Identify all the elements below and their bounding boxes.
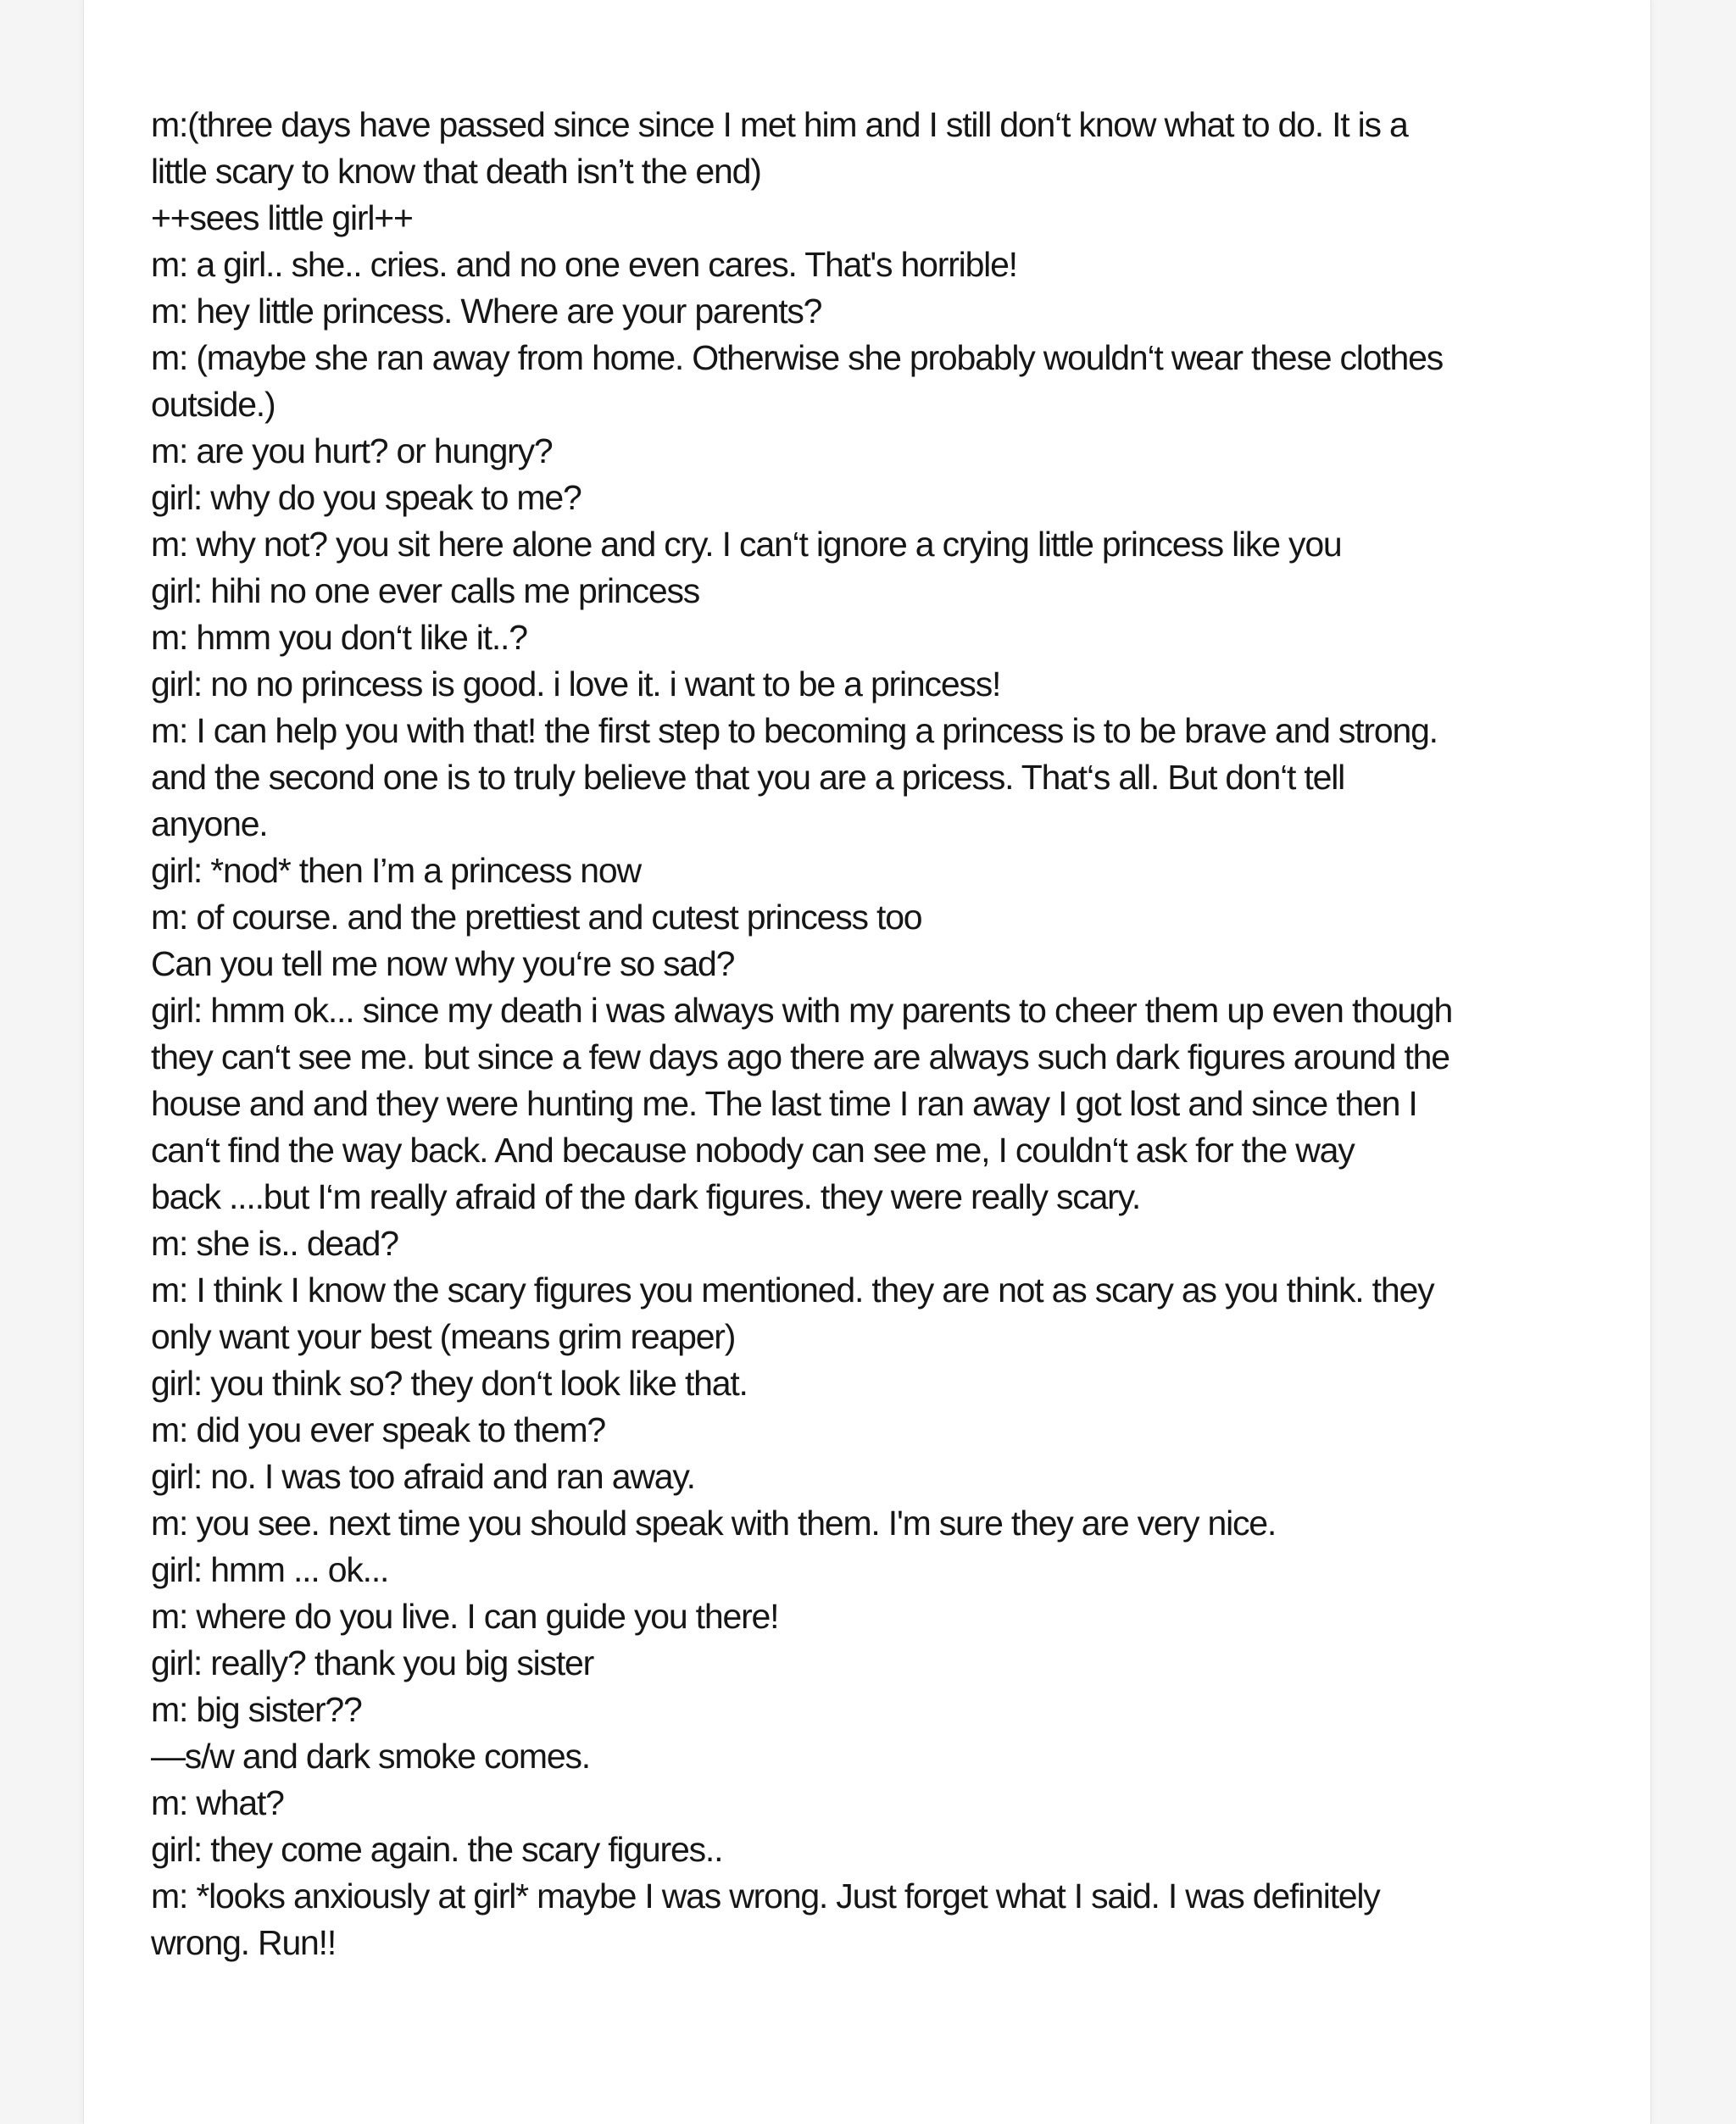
text-line: girl: *nod* then I’m a princess now (151, 851, 641, 890)
text-line: only want your best (means grim reaper) (151, 1317, 736, 1356)
left-margin (0, 0, 83, 2124)
text-line: m: a girl.. she.. cries. and no one even cares. That's horrible! (151, 245, 1017, 284)
text-line: girl: really? thank you big sister (151, 1643, 594, 1682)
text-line: back ....but I‘m really afraid of the dark figures. they were really scary. (151, 1177, 1141, 1216)
text-line: girl: hihi no one ever calls me princess (151, 571, 700, 610)
text-line: house and and they were hunting me. The last time I ran away I got lost and since then I (151, 1084, 1417, 1123)
text-line: girl: no. I was too afraid and ran away. (151, 1457, 695, 1496)
text-line: —s/w and dark smoke comes. (151, 1737, 590, 1776)
text-line: m: she is.. dead? (151, 1224, 398, 1263)
text-line: Can you tell me now why you‘re so sad? (151, 944, 735, 983)
text-line: m: where do you live. I can guide you there! (151, 1597, 779, 1636)
right-margin (1651, 0, 1736, 2124)
text-line: m:(three days have passed since since I met him and I still don‘t know what to do. It is a (151, 105, 1408, 144)
text-line: m: hey little princess. Where are your parents? (151, 292, 822, 331)
text-line: girl: they come again. the scary figures.. (151, 1830, 723, 1869)
text-line: m: big sister?? (151, 1690, 362, 1729)
text-line: m: why not? you sit here alone and cry. I can‘t ignore a crying little princess like you (151, 525, 1342, 564)
text-line: girl: no no princess is good. i love it. i want to be a princess! (151, 664, 1001, 703)
text-line: m: you see. next time you should speak with them. I'm sure they are very nice. (151, 1504, 1277, 1543)
text-line: and the second one is to truly believe that you are a pricess. That‘s all. But don‘t tell (151, 758, 1345, 797)
text-line: m: I think I know the scary figures you mentioned. they are not as scary as you think. they (151, 1271, 1434, 1309)
text-line: girl: hmm ok... since my death i was always with my parents to cheer them up even though (151, 991, 1453, 1030)
text-line: m: hmm you don‘t like it..? (151, 618, 527, 657)
text-line: m: what? (151, 1783, 284, 1822)
text-lines (84, 0, 1650, 1966)
document-page (83, 0, 1651, 2124)
text-line: m: *looks anxiously at girl* maybe I was wrong. Just forget what I said. I was definitely (151, 1877, 1380, 1915)
text-line: m: of course. and the prettiest and cutest princess too (151, 898, 922, 937)
text-line: anyone. (151, 804, 268, 843)
text-line: they can‘t see me. but since a few days ago there are always such dark figures around the (151, 1037, 1449, 1076)
text-line: wrong. Run!! (151, 1923, 337, 1962)
text-line: m: did you ever speak to them? (151, 1410, 606, 1449)
text-line: outside.) (151, 385, 275, 424)
text-line: girl: why do you speak to me? (151, 478, 581, 517)
text-line: m: are you hurt? or hungry? (151, 431, 553, 470)
text-line: can‘t find the way back. And because nobody can see me, I couldn‘t ask for the way (151, 1131, 1355, 1170)
text-line: girl: you think so? they don‘t look like that. (151, 1364, 748, 1403)
text-line: little scary to know that death isn’t the end) (151, 152, 761, 191)
text-line: ++sees little girl++ (151, 198, 413, 237)
text-line: m: (maybe she ran away from home. Otherwise she probably wouldn‘t wear these clothes (151, 338, 1444, 377)
text-line: girl: hmm ... ok... (151, 1550, 389, 1589)
text-line: m: I can help you with that! the first step to becoming a princess is to be brave and strong. (151, 711, 1438, 750)
